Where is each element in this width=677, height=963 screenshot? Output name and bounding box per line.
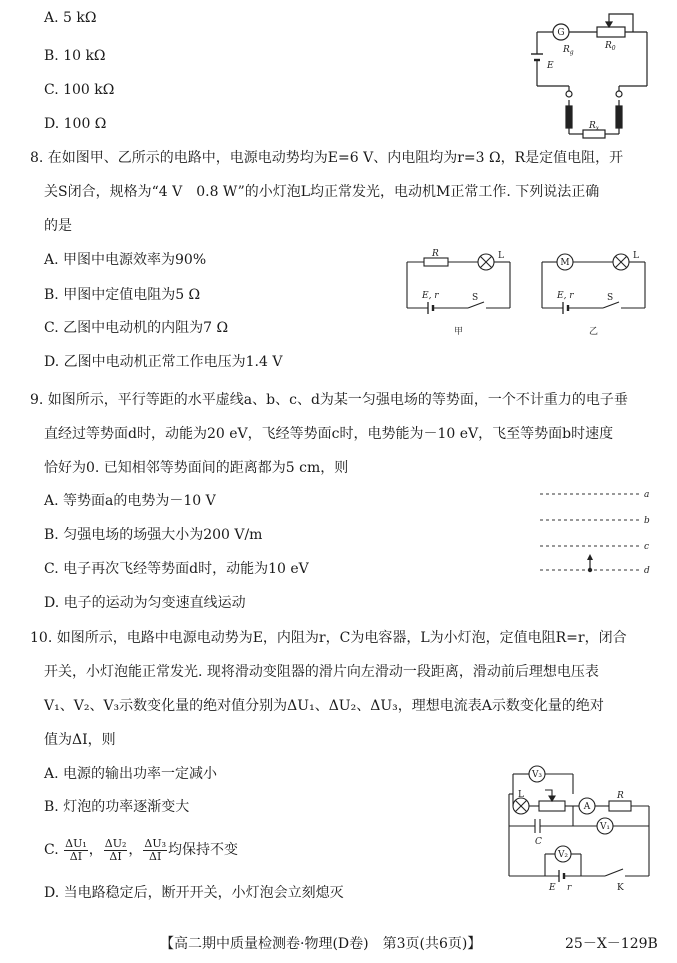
q8-option-a: A. 甲图中电源效率为90% xyxy=(44,252,207,268)
q9-label-d: d xyxy=(644,566,650,576)
q8-right-er-label: E, r xyxy=(557,291,574,301)
q10-circuit-diagram xyxy=(505,766,655,896)
fraction-du2-di: $\frac{\text{ΔU₂}}{\Delta I}$ xyxy=(104,836,127,863)
q8-circuit-left xyxy=(402,250,517,345)
q7-option-a: A. 5 kΩ xyxy=(44,10,97,26)
q9-option-b: B. 匀强电场的场强大小为200 V/m xyxy=(44,527,263,543)
q9-option-d: D. 电子的运动为匀变速直线运动 xyxy=(44,595,246,611)
q7-circuit-diagram xyxy=(525,8,655,140)
q10-option-b: B. 灯泡的功率逐渐变大 xyxy=(44,799,190,815)
q8-left-caption: 甲 xyxy=(454,327,464,337)
q10-e-label: E xyxy=(549,883,556,893)
q8-right-motor-label: M xyxy=(560,258,570,268)
q9-stem-line1: 9. 如图所示，平行等距的水平虚线a、b、c、d为某一匀强电场的等势面，一个不计重力的电子垂 xyxy=(30,392,628,408)
q10-a-label: A xyxy=(583,802,591,812)
q8-left-s-label: S xyxy=(472,293,479,303)
q8-stem-line1: 8. 在如图甲、乙所示的电路中，电源电动势均为E=6 V、内电阻均为r=3 Ω，R是定值电阻，开 xyxy=(30,150,624,166)
q9-label-b: b xyxy=(644,516,650,526)
q10-k-label: K xyxy=(617,883,624,893)
q9-stem-line3: 恰好为0. 已知相邻等势面间的距离都为5 cm，则 xyxy=(44,460,349,476)
q8-circuit-right xyxy=(537,250,652,345)
page-footer: 【高二期中质量检测卷·物理(D卷) 第3页(共6页)】 xyxy=(160,936,482,952)
q7-option-d: D. 100 Ω xyxy=(44,116,107,132)
r0-label: $R_0$ xyxy=(605,41,616,52)
rg-label: $R_g$ xyxy=(563,45,574,56)
fraction-du3-di: $\frac{\text{ΔU₃}}{\Delta I}$ xyxy=(144,836,166,863)
q10-r-label: R xyxy=(617,791,624,801)
q10-v2-label: V₂ xyxy=(557,850,569,860)
q8-left-r-label: R xyxy=(432,249,439,259)
q8-option-d: D. 乙图中电动机正常工作电压为1.4 V xyxy=(44,354,283,370)
q9-option-c: C. 电子再次飞经等势面d时，动能为10 eV xyxy=(44,561,309,577)
q9-option-a: A. 等势面a的电势为－10 V xyxy=(44,493,216,509)
q8-option-b: B. 甲图中定值电阻为5 Ω xyxy=(44,287,201,303)
q10-l-label: L xyxy=(518,790,524,800)
q8-left-l-label: L xyxy=(498,251,504,261)
q8-left-er-label: E, r xyxy=(422,291,439,301)
q10-stem-line4: 值为ΔI，则 xyxy=(44,732,116,748)
q7-option-b: B. 10 kΩ xyxy=(44,48,106,64)
exam-code: 25－X－129B xyxy=(565,936,658,952)
fraction-du1-di: $\frac{\text{ΔU₁}}{\Delta I}$ xyxy=(65,836,87,863)
q10-stem-line2: 开关，小灯泡能正常发光. 现将滑动变阻器的滑片向左滑动一段距离，滑动前后理想电压表 xyxy=(44,664,599,680)
q8-right-caption: 乙 xyxy=(589,327,599,337)
q7-option-c: C. 100 kΩ xyxy=(44,82,115,98)
q10-option-a: A. 电源的输出功率一定减小 xyxy=(44,766,218,782)
q10-option-d: D. 当电路稳定后，断开开关，小灯泡会立刻熄灭 xyxy=(44,885,344,901)
q10-v3-label: V₃ xyxy=(531,770,543,780)
q9-equipotential-diagram xyxy=(540,486,655,576)
q9-stem-line2: 直经过等势面d时，动能为20 eV，飞经等势面c时，电势能为－10 eV，飞至等势面b时速度 xyxy=(44,426,614,442)
q10-stem-line1: 10. 如图所示，电路中电源电动势为E，内阻为r，C为电容器，L为小灯泡，定值电阻R=r，闭合 xyxy=(30,630,627,646)
q8-stem-line2: 关S闭合，规格为“4 V 0.8 W”的小灯泡L均正常发光，电动机M正常工作. 下列说法正确 xyxy=(44,184,600,200)
q8-right-s-label: S xyxy=(607,293,614,303)
rx-label: $R_x$ xyxy=(589,121,600,132)
q9-label-c: c xyxy=(644,542,650,552)
q10-c-label: C xyxy=(535,837,542,847)
emf-label: E xyxy=(547,61,554,71)
q8-right-l-label: L xyxy=(633,251,639,261)
q10-v1-label: V₁ xyxy=(599,822,611,832)
q8-option-c: C. 乙图中电动机的内阻为7 Ω xyxy=(44,320,229,336)
q10-rr-label: r xyxy=(567,883,572,893)
galvanometer-label: G xyxy=(557,28,565,38)
q9-label-a: a xyxy=(644,490,650,500)
q10-stem-line3: V₁、V₂、V₃示数变化量的绝对值分别为ΔU₁、ΔU₂、ΔU₃，理想电流表A示数变化量的绝对 xyxy=(44,698,604,714)
q8-stem-line3: 的是 xyxy=(44,218,72,234)
q10-option-c: C. $\frac{\text{ΔU₁}}{\Delta I}$ ， $\frac{\text{ΔU₂}}{\Delta I}$ ， $\frac{\text{ΔU₃}}{\Delta I}$ 均保持不变 xyxy=(44,836,238,863)
